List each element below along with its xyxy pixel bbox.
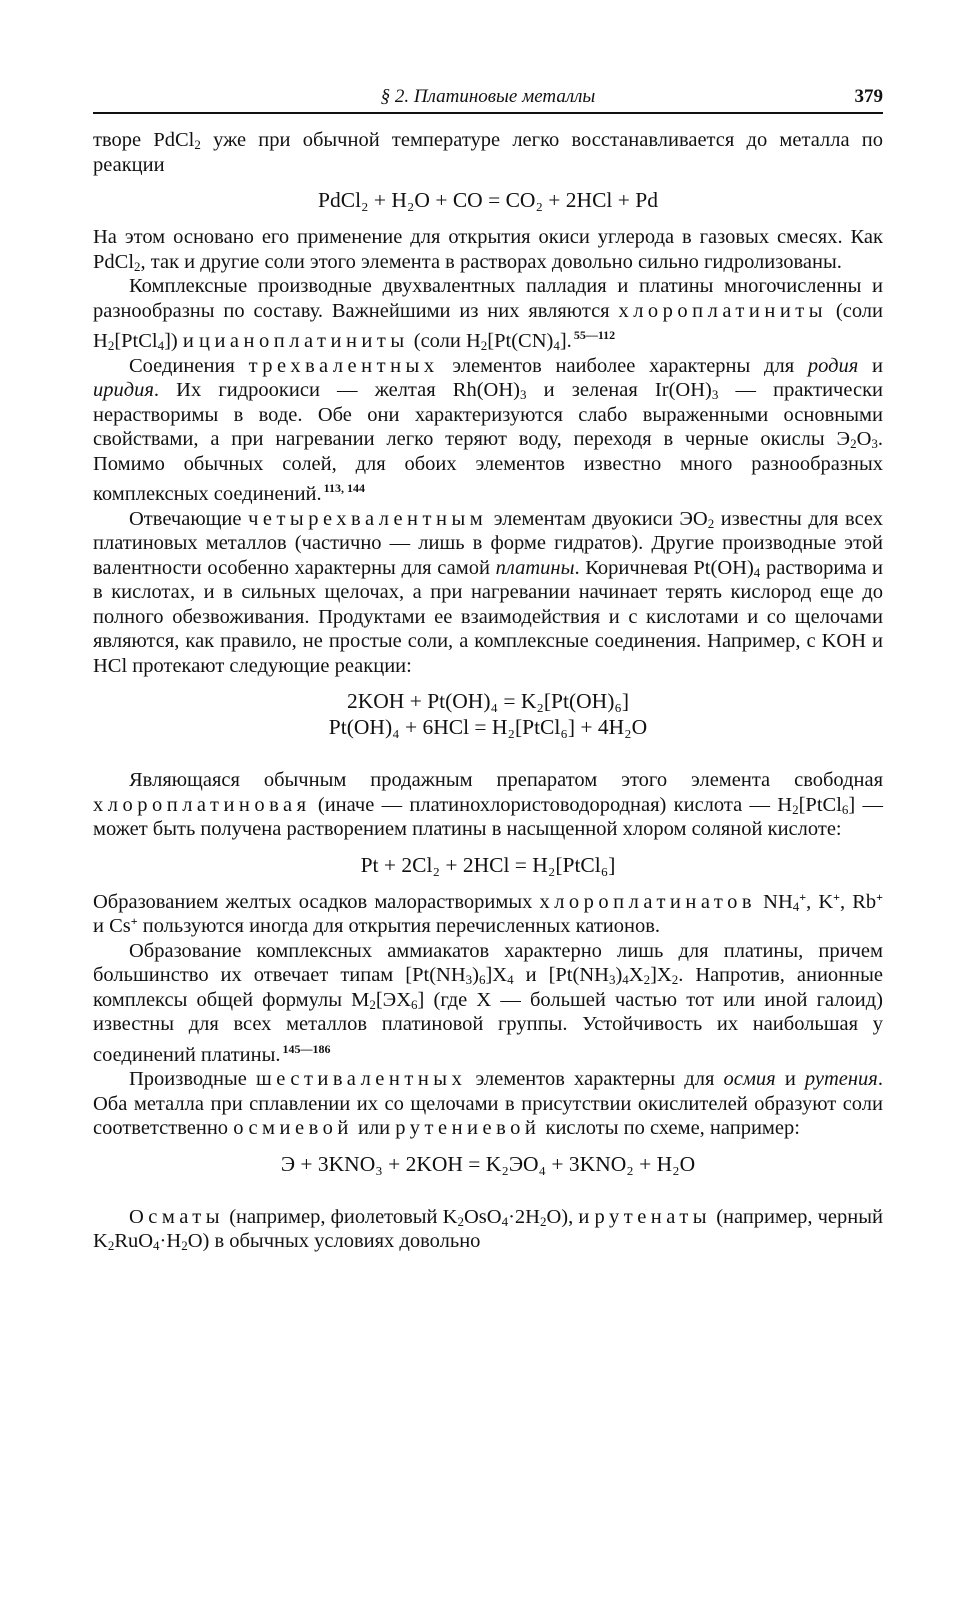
paragraph: Производные шестивалентных элементов характерны для осмия и рутения. Оба металла при сплавлении их со щелочами в присутствии окислителей образуют соли соответственно осмиевой или рутениевой кислоты по схеме, например:: [93, 1068, 883, 1139]
paragraph: Комплексные производные двухвалентных палладия и платины многочисленны и разнообразны по составу. Важнейшими из них являются хлороплатиниты (соли $H_2[PtCl_4]$) и цианоплатиниты (соли $H_2[Pt(CN)_4]$. $^{55—112}$: [93, 275, 883, 353]
equation: Э + 3KNO₃ + 2KOH = K₂ЭO₄ + 3KNO₂ + H₂O: [280, 1151, 696, 1176]
paragraph: Соединения трехвалентных элементов наиболее характерны для родия и иридия. Их гидроокиси — желтая $Rh(OH)_3$ и зеленая $Ir(OH)_3$ — практически нерастворимы в воде. Обе они характеризуются слабо выраженными основными свойствами, а при нагревании легко теряют воду, переходя в черные окислы $Э_2O_3$. Помимо обычных солей, для обоих элементов известно много разнообразных комплексных соединений. $^{113, 144}$: [93, 354, 883, 505]
reference-marker: 55—112: [573, 328, 616, 342]
reference-marker: 113, 144: [323, 481, 365, 495]
equation: Pt + 2Cl₂ + 2HCl = H₂[PtCl₆]: [360, 852, 616, 877]
equation: 2KOH + Pt(OH)₄ = K₂[Pt(OH)₆]: [346, 689, 630, 713]
paragraph: Образованием желтых осадков малорастворимых хлороплатинатов $NH_4^+$, K+, Rb+ и Cs+ пользуются иногда для открытия перечисленных катионов.: [93, 889, 883, 937]
paragraph: Являющаяся обычным продажным препаратом этого элемента свободная хлороплатиновая (иначе — платинохлористоводородная) кислота — $H_2[PtCl_6]$ — может быть получена растворением платины в насыщенной хлором соляной кислоте:: [93, 769, 884, 840]
reference-marker: 145—186: [282, 1041, 331, 1056]
page-number: 379: [854, 86, 883, 107]
paragraph: Осматы (например, фиолетовый $K_2OsO_4\cdot 2H_2O$), и рутенаты (например, черный $K_2RuO_4\cdot H_2O$) в обычных условиях довольно: [93, 1205, 883, 1253]
paragraph: На этом основано его применение для открытия окиси углерода в газовых смесях. Как PdCl$_2$, так и другие соли этого элемента в растворах довольно сильно гидролизованы.: [93, 226, 883, 274]
paragraph: Отвечающие четырехвалентным элементам двуокиси $ЭO_2$ известны для всех платиновых металлов (частично — лишь в форме гидратов). Другие производные этой валентности особенно характерны для самой платины. Коричневая $Pt(OH)_4$ растворима и в кислотах, и в сильных щелочах, а при нагревании начинает терять кислород еще до полного обезвоживания. Продуктами ее взаимодействия и с кислотами и со щелочами являются, как правило, не простые соли, а комплексные соединения. Например, с KOH и HCl протекают следующие реакции:: [93, 507, 883, 677]
paragraph: творе PdCl$_2$ уже при обычной температуре легко восстанавливается до металла по реакции: [93, 129, 884, 176]
equation: Pt(OH)₄ + 6HCl = H₂[PtCl₆] + 4H₂O: [328, 715, 648, 739]
paragraph: Образование комплексных аммиакатов характерно лишь для платины, причем большинство их отвечает типам $[Pt(NH_3)_6]X_4$ и $[Pt(NH_3)_4X_2]X_2$. Напротив, анионные комплексы общей формулы $M_2[ЭX_6]$ (где X — большей частью тот или иной галоид) известны для всех металлов платиновой группы. Устойчивость их наибольшая у соединений платины. $^{145—186}$: [93, 939, 883, 1066]
page-body: [93, 128, 883, 1254]
book-page: [93, 84, 883, 1254]
page-header: [93, 84, 883, 114]
equation: PdCl₂ + H₂O + CO = CO₂ + 2HCl + Pd: [318, 188, 658, 212]
running-title: § 2. Платиновые металлы: [380, 86, 596, 107]
